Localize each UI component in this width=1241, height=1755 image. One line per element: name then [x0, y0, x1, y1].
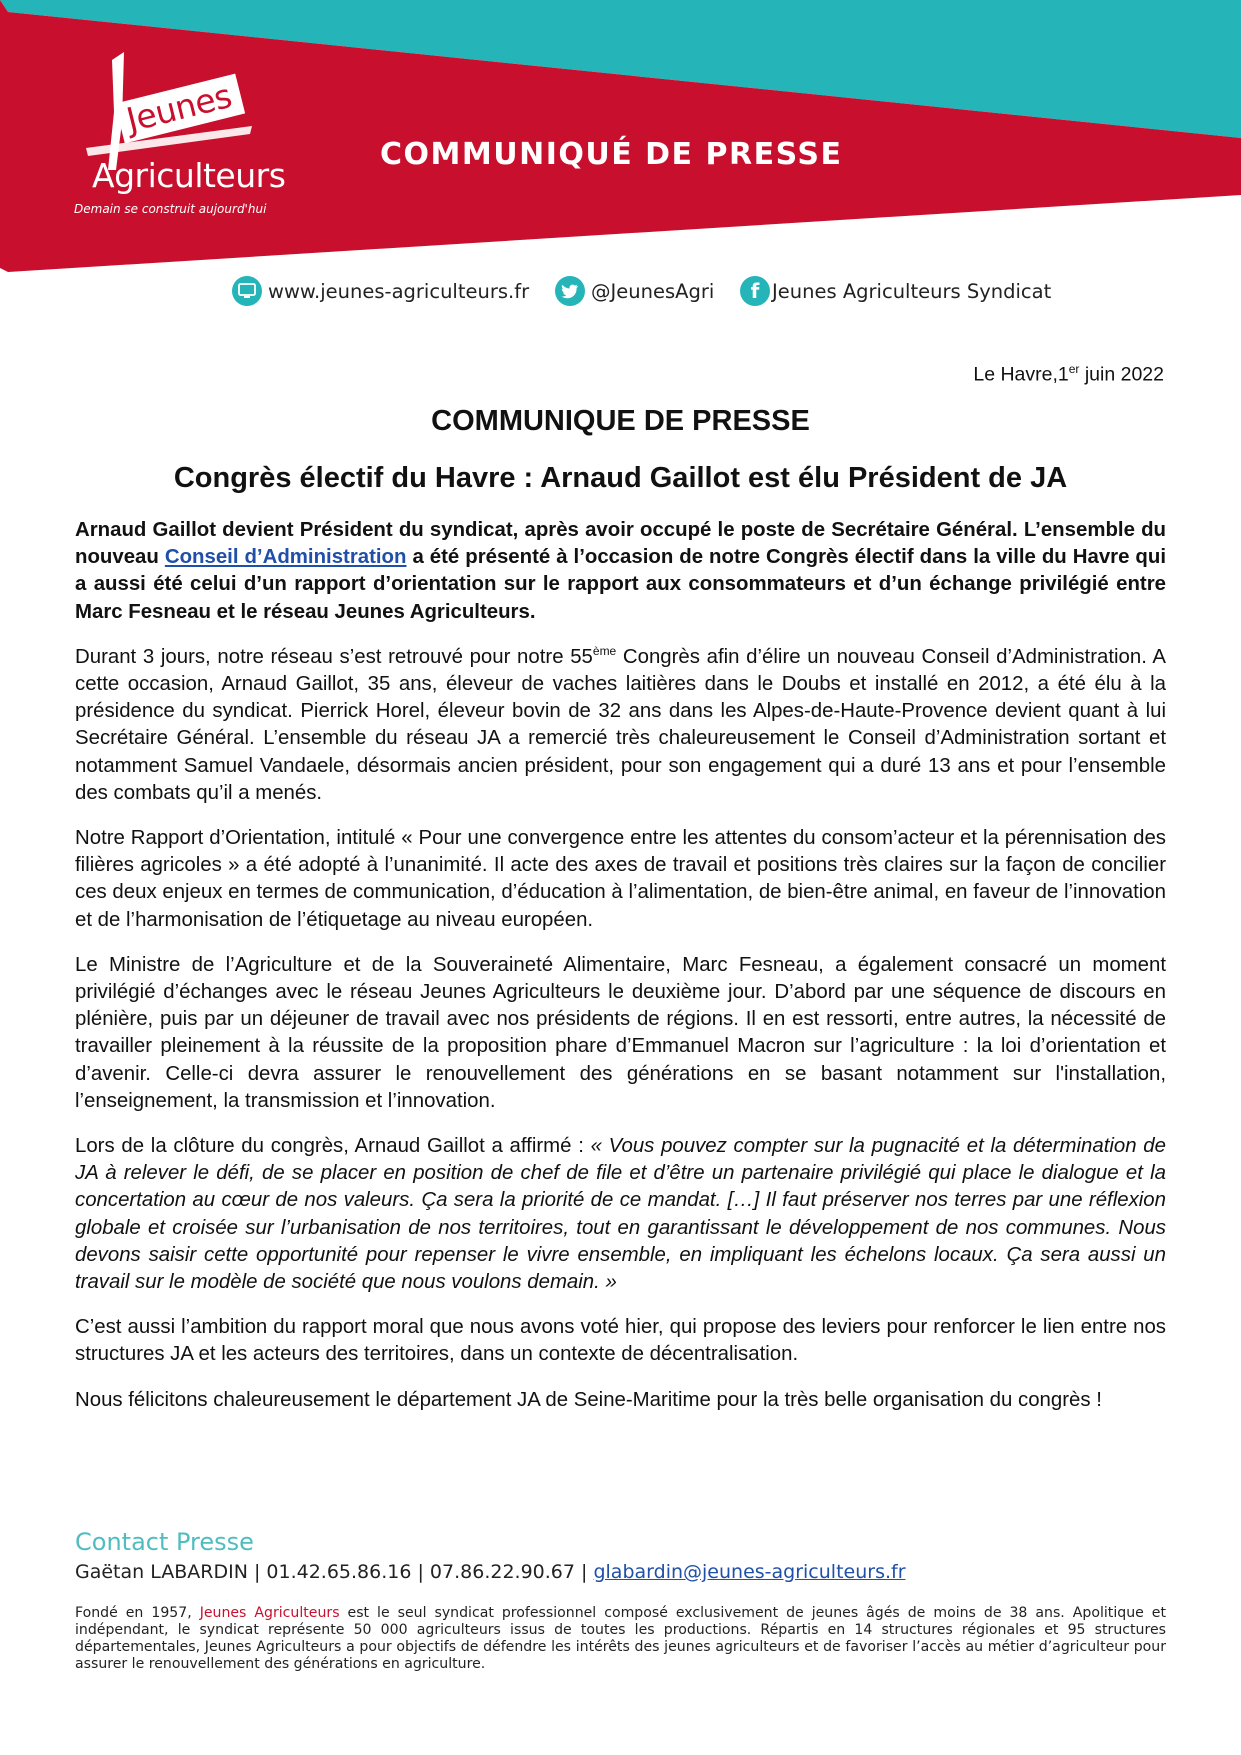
document-subheading: Congrès électif du Havre : Arnaud Gaillot est élu Président de JA [173, 462, 1068, 494]
organization-footer [75, 1605, 1166, 1673]
conseil-administration-link[interactable]: Conseil d’Administration [164, 546, 407, 569]
date-ordinal: er [1068, 362, 1080, 376]
p2-text-1: Durant 3 jours, notre réseau s’est retrouvé pour notre 55 [75, 645, 593, 668]
footer-brand-name: Jeunes Agriculteurs [199, 1605, 340, 1621]
paragraph-ministre: Le Ministre de l’Agriculture et de la Souveraineté Alimentaire, Marc Fesneau, a également consacré un moment privilégié d’échanges avec le réseau Jeunes Agriculteurs le deuxième jour. D’abord par une séquence de discours en plénière, puis par un déjeuner de travail avec nos présidents de régions. Il en est ressorti, entre autres, la nécessité de travailler pleinement à la réussite de la proposition phare d’Emmanuel Macron sur l’agriculture : la loi d’orientation et d’avenir. Celle-ci devra assurer le renouvellement des générations en se basant notamment sur l'installation, l’enseignement, la transmission et l’innovation. [75, 953, 1166, 1112]
date-suffix: juin 2022 [1079, 363, 1164, 386]
paragraph-cloture [75, 1133, 1166, 1296]
paragraph-felicitations: Nous félicitons chaleureusement le département JA de Seine-Maritime pour la très belle organisation du congrès ! [75, 1388, 1102, 1411]
gaillot-quote: « Vous pouvez compter sur la pugnacité et la détermination de JA à relever le défi, de se placer en position de chef de file et d’être un partenaire privilégié qui place le dialogue et la concertation au cœur de nos valeurs. Ça sera la priorité de ce mandat. […] Il faut préserver nos terres par une réflexion globale et croisée sur l’urbanisation de nos territoires, tout en garantissant le développement de nos communes. Nous devons saisir cette opportunité pour repenser le vivre ensemble, en impliquant les échelons locaux. Ça sera aussi un travail sur le modèle de société que nous voulons demain. » [75, 1135, 1166, 1294]
jeunes-agriculteurs-logo [72, 52, 292, 237]
press-release-body [75, 517, 1166, 1432]
paragraph-rapport-moral: C’est aussi l’ambition du rapport moral que nous avons voté hier, qui propose des leviers pour renforcer le lien entre nos structures JA et les acteurs des territoires, dans un contexte de décentralisation. [75, 1316, 1166, 1366]
lead-text-2: a été présenté à l’occasion de notre Congrès électif dans la ville du Havre qui a aussi été celui d’un rapport d’orientation sur le rapport aux consommateurs et d’un échange privilégié entre Marc Fesneau et le réseau Jeunes Agriculteurs. [75, 546, 1166, 623]
web-icon [232, 276, 262, 306]
contact-email-link[interactable]: glabardin@jeunes-agriculteurs.fr [593, 1561, 906, 1583]
lead-text-1: Arnaud Gaillot devient Président du syndicat, après avoir occupé le poste de Secrétaire Général. L’ensemble du nouveau [75, 519, 1166, 569]
p2-text-2: Congrès afin d’élire un nouveau Conseil d’Administration. A cette occasion, Arnaud Gaillot, 35 ans, éleveur de vaches laitières dans le Doubs et installé en 2012, a été élu à la présidence du syndicat. Pierrick Horel, éleveur bovin de 32 ans dans les Alpes-de-Haute-Provence devient quant à lui Secrétaire Général. L’ensemble du réseau JA a remercié très chaleureusement le Conseil d’Administration sortant et notamment Samuel Vandaele, désormais ancien président, pour son engagement qui a duré 13 ans et pour l’ensemble des combats qu’il a menés. [75, 645, 1167, 804]
footer-text-2: est le seul syndicat professionnel composé exclusivement de jeunes âgés de moins de 38 ans. Apolitique et indépendant, le syndicat représente 50 000 agriculteurs issus de toutes les productions. Répartis en 14 structures régionales et 95 structures départementales, Jeunes Agriculteurs a pour objectifs de défendre les intérêts des jeunes agriculteurs et de favoriser l’accès au métier d’agriculteur pour assurer le renouvellement des générations en agriculture. [75, 1605, 1166, 1672]
date-prefix: Le Havre,1 [973, 363, 1069, 386]
lead-paragraph [75, 517, 1166, 626]
banner-edge [0, 0, 8, 272]
press-release-banner [0, 0, 1241, 300]
logo-tagline: Demain se construit aujourd'hui [74, 202, 267, 216]
contact-details [75, 1561, 906, 1583]
twitter-link[interactable] [555, 276, 714, 306]
paragraph-congres [75, 644, 1166, 807]
footer-text-1: Fondé en 1957, [75, 1605, 200, 1621]
website-link[interactable] [232, 276, 529, 306]
facebook-link[interactable] [740, 276, 1051, 306]
banner-title: COMMUNIQUÉ DE PRESSE [380, 137, 843, 172]
document-heading: COMMUNIQUE DE PRESSE [431, 405, 810, 437]
logo-word-jeunes: Jeunes [115, 74, 246, 144]
contact-phone-line: Gaëtan LABARDIN | 01.42.65.86.16 | 07.86.22.90.67 | [75, 1561, 594, 1583]
facebook-icon: f [740, 276, 770, 306]
twitter-icon [555, 276, 585, 306]
twitter-handle: @JeunesAgri [591, 279, 715, 303]
p5-intro: Lors de la clôture du congrès, Arnaud Gaillot a affirmé : [75, 1135, 591, 1158]
contact-title: Contact Presse [75, 1528, 254, 1556]
website-text: www.jeunes-agriculteurs.fr [268, 279, 530, 303]
social-links-row [0, 276, 1241, 316]
p2-ordinal: ème [592, 644, 617, 659]
logo-word-agriculteurs: Agriculteurs [92, 156, 286, 195]
paragraph-rapport-orientation: Notre Rapport d’Orientation, intitulé « Pour une convergence entre les attentes du consom’acteur et la pérennisation des filières agricoles » a été adopté à l’unanimité. Il acte des axes de travail et positions très claires sur la façon de concilier ces deux enjeux en termes de communication, d’éducation à l’alimentation, de bien-être animal, en faveur de l’innovation et de l’harmonisation de l’étiquetage au niveau européen. [75, 827, 1166, 931]
release-date [973, 362, 1164, 387]
facebook-page-name: Jeunes Agriculteurs Syndicat [772, 279, 1052, 303]
